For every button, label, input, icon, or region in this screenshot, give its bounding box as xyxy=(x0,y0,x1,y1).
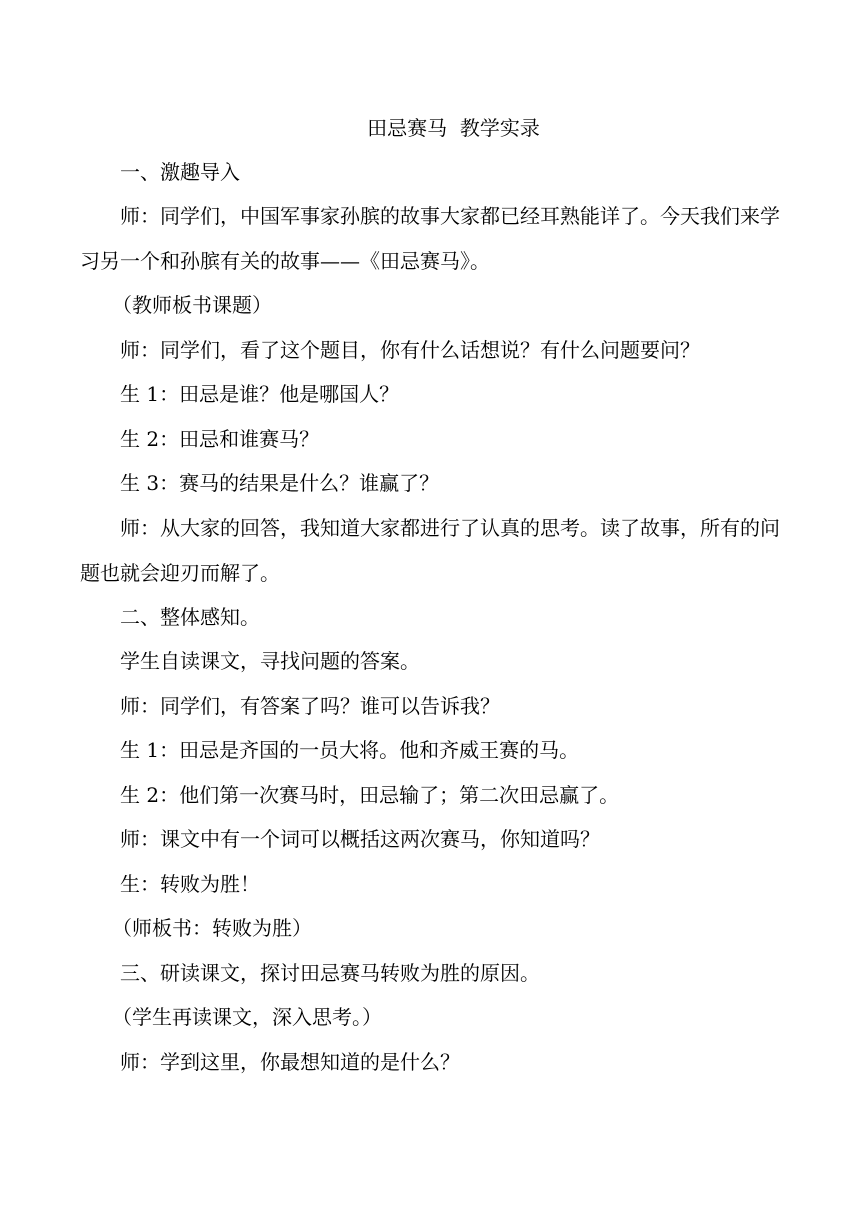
paragraph: （师板书：转败为胜） xyxy=(112,916,312,940)
document-title: 田忌赛马 教学实录 xyxy=(367,116,540,140)
paragraph: 生 2：他们第一次赛马时，田忌输了；第二次田忌赢了。 xyxy=(120,783,620,807)
paragraph: （学生再读课文，深入思考。） xyxy=(112,1005,382,1029)
paragraph: 学生自读课文，寻找问题的答案。 xyxy=(120,649,420,673)
section-heading-3: 三、研读课文，探讨田忌赛马转败为胜的原因。 xyxy=(120,961,540,985)
paragraph: 师：学到这里，你最想知道的是什么？ xyxy=(120,1050,460,1074)
section-heading-1: 一、激趣导入 xyxy=(120,160,240,184)
section-heading-2: 二、整体感知。 xyxy=(120,605,260,629)
paragraph: 生 1：田忌是齐国的一员大将。他和齐威王赛的马。 xyxy=(120,738,580,762)
paragraph: 生 3：赛马的结果是什么？谁赢了？ xyxy=(120,471,440,495)
paragraph: 师：同学们，看了这个题目，你有什么话想说？有什么问题要问？ xyxy=(120,338,700,362)
paragraph: 生 1：田忌是谁？他是哪国人？ xyxy=(120,382,400,406)
paragraph: 生 2：田忌和谁赛马？ xyxy=(120,427,320,451)
paragraph: 师：课文中有一个词可以概括这两次赛马，你知道吗？ xyxy=(120,827,600,851)
paragraph: 师：从大家的回答，我知道大家都进行了认真的思考。读了故事，所有的问题也就会迎刃而解了。 xyxy=(80,516,780,585)
paragraph: （教师板书课题） xyxy=(112,293,272,317)
paragraph: 师：同学们，有答案了吗？谁可以告诉我？ xyxy=(120,694,500,718)
paragraph: 生：转败为胜！ xyxy=(120,872,260,896)
paragraph: 师：同学们，中国军事家孙膑的故事大家都已经耳熟能详了。今天我们来学习另一个和孙膑有关的故事——《田忌赛马》。 xyxy=(80,204,780,273)
